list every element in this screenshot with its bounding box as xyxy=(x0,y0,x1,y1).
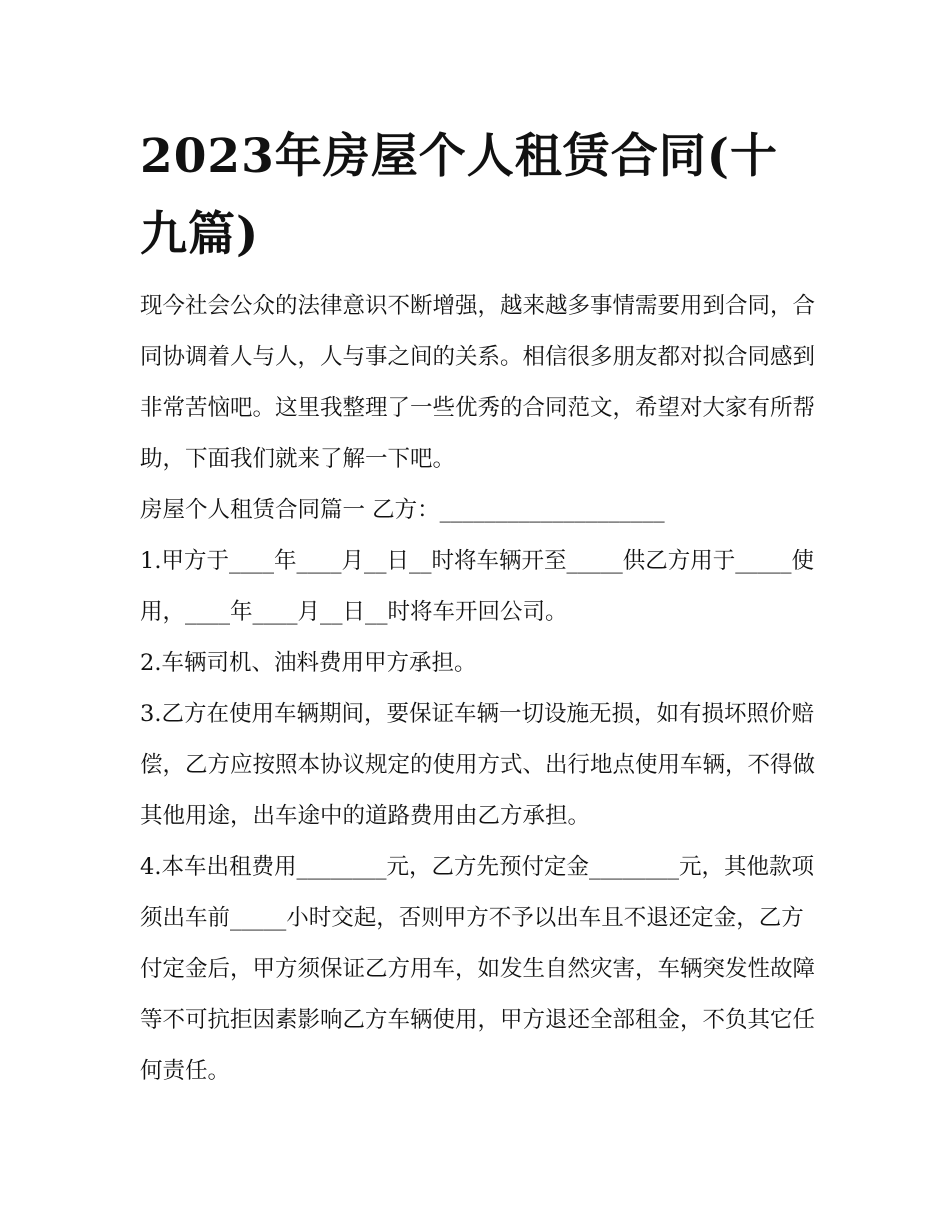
clause-2: 2.车辆司机、油料费用甲方承担。 xyxy=(140,650,477,676)
section-heading: 房屋个人租赁合同篇一 乙方：____________________ xyxy=(140,497,665,523)
document-body xyxy=(140,281,820,1097)
document-title: 2023年房屋个人租赁合同(十九篇) xyxy=(140,129,779,262)
clause-1: 1.甲方于____年____月__日__时将车辆开至_____供乙方用于_____使用，____年____月__日__时将车开回公司。 xyxy=(140,548,814,625)
clause-4: 4.本车出租费用________元，乙方先预付定金________元，其他款项须出车前_____小时交起，否则甲方不予以出车且不退还定金，乙方付定金后，甲方须保证乙方用车，如发生自然灾害，车辆突发性故障等不可抗拒因素影响乙方车辆使用，甲方退还全部租金，不负其它任何责任。 xyxy=(140,854,816,1084)
clause-3: 3.乙方在使用车辆期间，要保证车辆一切设施无损，如有损坏照价赔偿，乙方应按照本协议规定的使用方式、出行地点使用车辆，不得做其他用途，出车途中的道路费用由乙方承担。 xyxy=(140,701,816,829)
intro-paragraph: 现今社会公众的法律意识不断增强，越来越多事情需要用到合同，合同协调着人与人，人与事之间的关系。相信很多朋友都对拟合同感到非常苦恼吧。这里我整理了一些优秀的合同范文，希望对大家有所帮助，下面我们就来了解一下吧。 xyxy=(140,293,816,472)
